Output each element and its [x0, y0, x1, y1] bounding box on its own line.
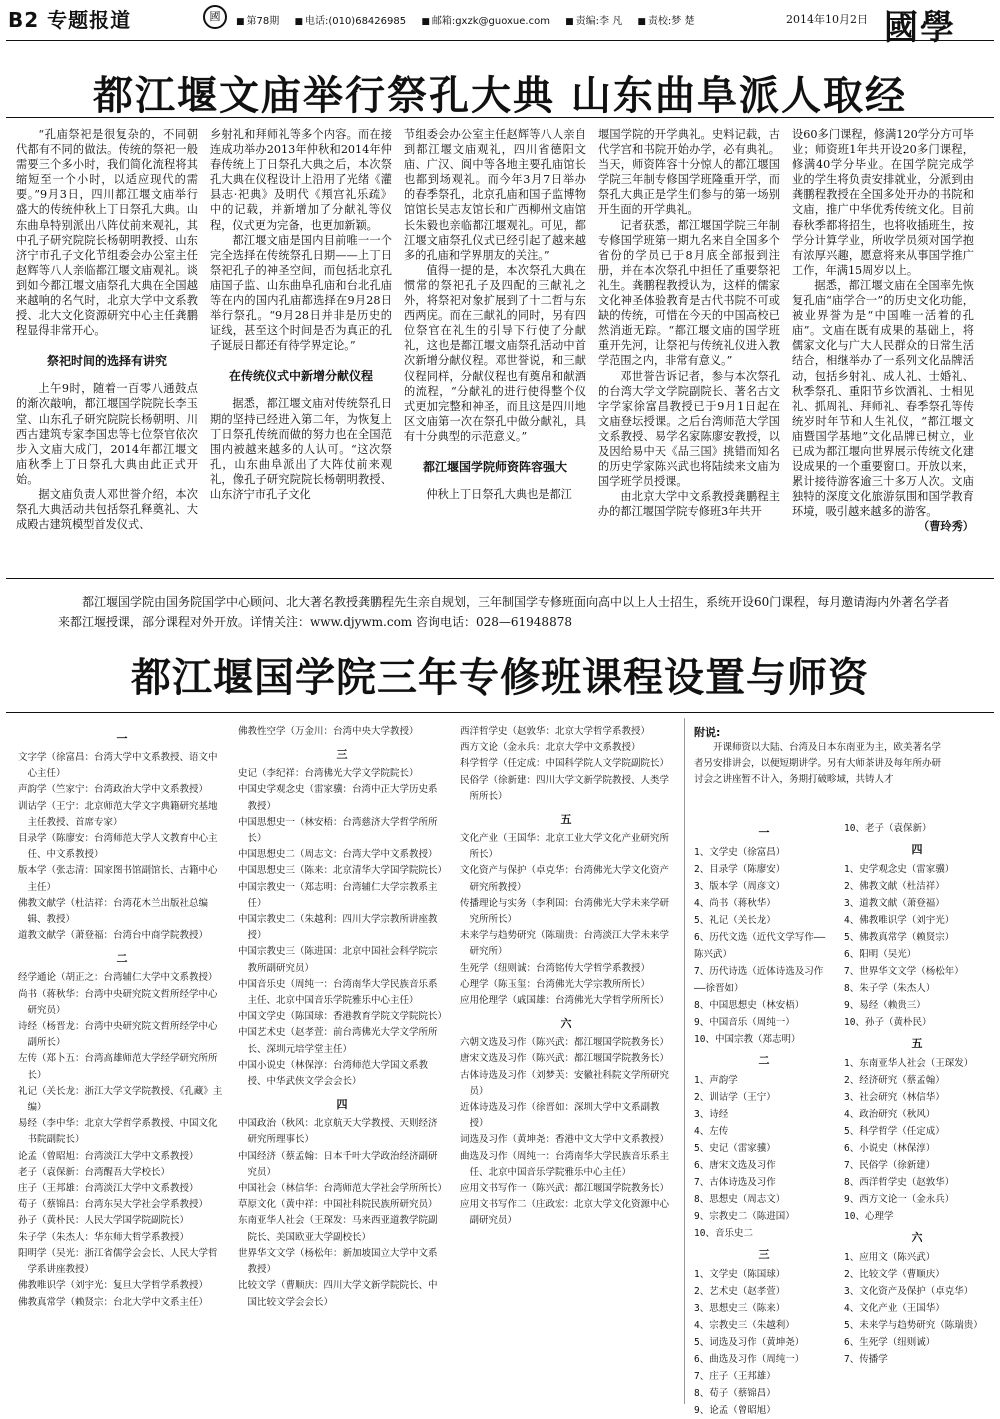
timetable-item: 6、曲选及习作（周纯一） — [694, 1354, 805, 1365]
timetable-item: 7、传播学 — [844, 1354, 888, 1365]
timetable-item: 7、民俗学（徐新建） — [844, 1160, 936, 1171]
timetable-item: 7、庄子（王邦雄） — [694, 1371, 776, 1382]
timetable-item: 8、荀子（蔡锦昌） — [694, 1388, 776, 1399]
article-paragraph: 值得一提的是，本次祭孔大典在惯常的祭祀孔子及四配的三献礼之外，将祭祀对象扩展到了十二哲与东西两庑。而在三献礼的同时，另有四位祭官在礼生的引导下行使了分献礼，这也是都江堰文庙祭孔活动中首次新增分献仪程。邓世誉说，和三献仪程同样，分献仪程也有奠帛和献酒的流程，“分献礼的进行使得整个仪式更加完整和神圣，而且这是四川地区文庙第一次在祭孔中做分献礼，具有十分典型的示范意义。” — [404, 263, 586, 443]
article-paragraph: 据悉，都江堰文庙在全国率先恢复孔庙“庙学合一”的历史文化功能，被业界誉为是“中国唯一活着的孔庙”。文庙在既有成果的基础上，将儒家文化与广大人民群众的日常生活结合，相继举办了一系列文化品牌活动，包括乡射礼、成人礼、士婚礼、秋季祭孔、重阳节乡饮酒礼、士相见礼、抓周礼、拜师礼、春季祭孔等传统岁时年节和人生礼仪，“都江堰文庙暨国学基地”文化品牌已树立，业已成为都江堰向世界展示传统文化建设成果的一个重要窗口。开放以来，累计接待游客逾三十多万人次。文庙独特的深度文化旅游氛围和国学教育环境，吸引越来越多的游客。 — [792, 278, 974, 519]
timetable-item: 9、论孟（曾昭旭） — [694, 1405, 776, 1416]
course-item: 词选及习作（黄坤尧：香港中文大学中文系教授） — [460, 1134, 670, 1146]
article-paragraph: 邓世誉告诉记者，参与本次祭孔的台湾大学文学院副院长、著名古文字学家徐富昌教授已于9月1日起在文庙登坛授课。之后台湾师范大学国文系教授、易学名家陈廖安教授，以及因给易中天《品三国》挑错而知名的历史学家陈兴武也将陆续来文庙为国学班学员授课。 — [598, 369, 780, 489]
course-item: 孙子（黄朴民：人民大学国学院副院长） — [18, 1215, 190, 1227]
timetable-item: 9、宗教史二（陈进国） — [694, 1211, 795, 1222]
timetable-item: 2、训诂学（王宁） — [694, 1092, 776, 1103]
article-column-3 — [404, 127, 586, 502]
course-item: 古体诗选及习作（刘梦芙：安徽社科院文学所研究员） — [460, 1069, 670, 1097]
course-item: 佛教文献学（杜洁祥：台湾花木兰出版社总编辑、教授） — [18, 897, 209, 926]
syllabus-column-2 — [238, 724, 446, 1311]
article-paragraph: 记者获悉，都江堰国学院三年制专修国学班第一期九名来自全国多个省份的学员已于8月底全部报到注册，并在本次祭孔中担任了重要祭祀礼生。龚鹏程教授认为，这样的儒家文化神圣体验教育是古代书院不可或缺的传统，可惜在今天的中国高校已然消逝无踪。“都江堰文庙的国学班重开先河，让祭祀与传统礼仪进入教学范围之内，非常有意义。” — [598, 218, 780, 368]
year-heading: 五 — [911, 1037, 923, 1050]
timetable-item: 10、老子（袁保新） — [844, 823, 932, 834]
timetable-item: 2、目录学（陈廖安） — [694, 864, 786, 875]
course-item: 西方文论（金永兵：北京大学中文系教授） — [460, 742, 641, 754]
course-item: 佛教真常学（赖贤宗：台北大学中文系主任） — [18, 1296, 209, 1308]
course-item: 中国思想史一（林安梧：台湾慈济大学哲学所所长） — [238, 816, 438, 845]
timetable-item: 1、声韵学 — [694, 1075, 738, 1086]
course-item: 西洋哲学史（赵敦华：北京大学哲学系教授） — [460, 726, 651, 737]
timetable-item: 5、未来学与趋势研究（陈瑞贵） — [844, 1320, 983, 1331]
issue-date: 2014年10月2日 — [786, 13, 868, 26]
course-item: 东南亚华人社会（王琛发：马来西亚道教学院副院长、美国欧亚大学副校长） — [238, 1215, 438, 1243]
timetable-item: 5、史记（雷家骥） — [694, 1143, 776, 1154]
timetable-item: 2、艺术史（赵孝萱） — [694, 1286, 786, 1297]
course-item: 科学哲学（任定成：中国科学院人文学院副院长） — [460, 758, 670, 770]
timetable-item: 7、历代诗选（近体诗选及习作——徐晋如） — [694, 966, 824, 994]
group-heading: 一 — [116, 732, 128, 745]
timetable-item: 6、历代文选（近代文学写作——陈兴武） — [694, 932, 826, 960]
timetable-item: 6、唐宋文选及习作 — [694, 1160, 776, 1171]
timetable-item: 5、科学哲学（任定成） — [844, 1126, 945, 1137]
course-item: 中国思想史三（陈来：北京清华大学国学院院长） — [238, 865, 448, 877]
course-item: 易经（李中华：北京大学哲学系教授、中国文化书院副院长） — [18, 1118, 218, 1146]
course-item: 礼记（关长龙：浙江大学文学院教授、《孔藏》主编） — [18, 1085, 223, 1114]
editor-credit: ■ 责编:李 凡 — [565, 16, 622, 27]
year-heading: 六 — [911, 1231, 923, 1244]
appendix-body: 开课师资以大陆、台湾及日本东南亚为主，欧美著名学者另安排讲会，以便短期讲学。另有大师茶讲及每年所办研讨会之讲座暂不计入，务期打破畛域，共铸人才 — [694, 742, 942, 785]
article-paragraph: 由北京大学中文系教授龚鹏程主办的都江堰国学院专修班3年共开 — [598, 490, 780, 519]
headline-rule — [6, 117, 994, 118]
course-item: 应用文书写作一（陈兴武：都江堰国学院教务长） — [460, 1183, 670, 1195]
timetable-item: 2、经济研究（蔡孟翰） — [844, 1075, 945, 1086]
timetable-item: 6、阳明（吴光） — [844, 949, 917, 960]
timetable-item: 10、中国宗教（郑志明） — [694, 1034, 801, 1045]
course-item: 中国史学观念史（雷家骥：台湾中正大学历史系教授） — [238, 784, 438, 812]
timetable-item: 7、世界华文文学（杨松年） — [844, 966, 964, 977]
column-divider — [684, 718, 685, 1404]
course-item: 经学通论（胡正之：台湾辅仁大学中文系教授） — [18, 972, 218, 984]
course-item: 版本学（张志清：国家图书馆副馆长、古籍中心主任） — [18, 865, 218, 893]
syllabus-headline: 都江堰国学院三年专修班课程设置与师资 — [131, 654, 869, 701]
timetable-item: 8、朱子学（朱杰人） — [844, 983, 936, 994]
timetable-left — [694, 820, 834, 1419]
course-item: 中国社会（林信华：台湾师范大学社会学所所长） — [238, 1183, 448, 1195]
course-item: 史记（李纪祥：台湾佛光大学文学院院长） — [238, 768, 419, 780]
course-item: 世界华文文学（杨松年：新加坡国立大学中文系教授） — [238, 1247, 438, 1276]
timetable-item: 4、左传 — [694, 1126, 729, 1137]
group-heading: 六 — [560, 1017, 572, 1031]
course-item: 文化产业（王国华：北京工业大学文化产业研究所所长） — [460, 833, 670, 861]
group-heading: 三 — [336, 748, 348, 762]
article-paragraph: 都江堰文庙是国内目前唯一一个完全选择在传统祭孔日期——上丁日祭祀孔子的神圣空间，而包括北京孔庙国子监、山东曲阜孔庙和台北孔庙等在内的国内孔庙都选择在9月28日举行祭孔。“9月28日并非是历史的证线，甚至这个时间是否为真正的孔子诞辰日都还有待学界定论。” — [210, 233, 392, 353]
syllabus-column-1 — [18, 724, 226, 1311]
email-address: ■ 邮箱:gxzk@guoxue.com — [421, 16, 550, 27]
course-item: 中国经济（蔡孟翰：日本千叶大学政治经济副研究员） — [238, 1150, 438, 1178]
course-item: 文化资产与保护（卓克华：台湾佛光大学文化资产研究所教授） — [460, 865, 670, 893]
timetable-item: 9、易经（赖贵三） — [844, 1000, 926, 1011]
timetable-item: 3、诗经 — [694, 1109, 729, 1120]
timetable-item: 8、思想史（周志文） — [694, 1194, 786, 1205]
course-item: 训诂学（王宁：北京师范大学文字典籍研究基地主任教授、首席专家） — [18, 800, 218, 828]
course-item: 心理学（陈玉玺：台湾佛光大学宗教所所长） — [460, 978, 651, 990]
masthead-info — [236, 12, 706, 27]
course-item: 生死学（纽则诚：台湾铭传大学哲学系教授） — [460, 962, 651, 974]
timetable-item: 5、礼记（关长龙） — [694, 915, 776, 926]
course-item: 民俗学（徐新建：四川大学文新学院教授、人类学所所长） — [460, 774, 670, 802]
course-item: 中国政治（秋风：北京航天大学教授、天则经济研究所理事长） — [238, 1118, 438, 1146]
timetable-item: 3、道教文献（萧登福） — [844, 898, 945, 909]
masthead — [0, 0, 1000, 48]
course-item: 左传（郑卜五：台湾高雄师范大学经学研究所所长） — [18, 1053, 218, 1081]
syllabus-rule — [6, 712, 994, 713]
timetable-item: 8、中国思想史（林安梧） — [694, 1000, 805, 1011]
timetable-item: 1、应用文（陈兴武） — [844, 1252, 936, 1263]
course-item: 文字学（徐富昌：台湾大学中文系教授、语文中心主任） — [18, 752, 218, 780]
timetable-item: 4、宗教史三（朱越利） — [694, 1320, 795, 1331]
timetable-item: 6、生死学（纽则诚） — [844, 1337, 936, 1348]
article-paragraph: 堰国学院的开学典礼。史料记载，古代学宫和书院开始办学，必有典礼。当天，师资阵容十分惊人的都江堰国学院三年制专修国学班隆重开学，而祭孔大典正是学生们参与的第一场别开生面的开学典礼。 — [598, 128, 780, 217]
timetable-item: 4、尚书（蒋秋华） — [694, 898, 776, 909]
course-item: 未来学与趋势研究（陈瑞贵：台湾淡江大学未来学研究所） — [460, 930, 670, 958]
timetable-item: 1、文学史（陈国球） — [694, 1269, 786, 1280]
course-item: 声韵学（竺家宁：台湾政治大学中文系教授） — [18, 784, 209, 796]
syllabus-column-3 — [460, 724, 672, 1230]
timetable-right — [844, 820, 990, 1368]
course-item: 老子（袁保新：台湾醒吾大学校长） — [18, 1166, 171, 1178]
course-item: 中国音乐史（周纯一：台湾南华大学民族音乐系主任、北京中国音乐学院雅乐中心主任） — [238, 978, 438, 1007]
timetable-item: 2、比较文学（曹顺庆） — [844, 1269, 945, 1280]
course-item: 中国思想史二（周志文：台湾大学中文系教授） — [238, 849, 438, 861]
article-paragraph: 设60多门课程，修满120学分方可毕业；师资班1年共开设20多门课程，修满40学分毕业。在国学院完成学业的学生将负责安排就业，分派到由龚鹏程教授在全国多处开办的书院和文庙，推广中华优秀传统文化。目前春秋季都将招生，也将收插班生，按学分计算学业，所收学员须对国学抱有浓厚兴趣，愿意将来从事国学推广工作，年满15周岁以上。 — [792, 128, 974, 277]
course-item: 尚书（蒋秋华：台湾中央研究院文哲所经学中心研究员） — [18, 988, 218, 1016]
timetable-item: 8、西洋哲学史（赵敦华） — [844, 1177, 955, 1188]
year-heading: 二 — [758, 1054, 770, 1067]
timetable-item: 4、佛教唯识学（刘宇光） — [844, 915, 955, 926]
course-item: 中国文学史（陈国球：香港教育学院文学院院长） — [238, 1011, 448, 1023]
timetable-item: 5、佛教真常学（赖贤宗） — [844, 932, 955, 943]
article-column-5 — [792, 127, 974, 535]
timetable-item: 10、心理学 — [844, 1211, 894, 1222]
course-item: 佛教唯识学（刘宇光：复旦大学哲学系教授） — [18, 1280, 209, 1292]
masthead-rule — [6, 40, 994, 41]
section-rule — [6, 578, 994, 579]
timetable-item: 1、东南亚华人社会（王琛发） — [844, 1058, 974, 1069]
timetable-item: 10、孙子（黄朴民） — [844, 1017, 932, 1028]
issue-number: ■ 第78期 — [236, 16, 279, 27]
timetable-item: 3、文化资产及保护（卓克华） — [844, 1286, 974, 1297]
course-item: 荀子（蔡锦昌：台湾东吴大学社会学系教授） — [18, 1199, 209, 1211]
course-item: 六朝文选及习作（陈兴武：都江堰国学院教务长） — [460, 1037, 670, 1049]
course-item: 朱子学（朱杰人：华东师大哲学系教授） — [18, 1231, 190, 1243]
newspaper-logo: 國學 — [884, 8, 956, 48]
timetable-item: 5、词选及习作（黄坤尧） — [694, 1337, 805, 1348]
article-paragraph: 仲秋上丁日祭孔大典也是都江 — [426, 487, 572, 501]
course-item: 比较文学（曹顺庆：四川大学文新学院院长、中国比较文学会会长） — [238, 1280, 438, 1308]
timetable-item: 7、古体诗选及习作 — [694, 1177, 776, 1188]
article-paragraph: 上午9时，随着一百零八通鼓点的渐次敲响，都江堰国学院院长李玉堂、山东孔子研究院院长杨朝明、川西古建筑专家李国忠等七位祭官依次步入文庙大成门，2014年都江堰文庙秋季上丁日祭孔大典由此正式开始。 — [16, 382, 198, 486]
article-paragraph: 乡射礼和拜师礼等多个内容。而在接连成功举办2013年仲秋和2014年仲春传统上丁日祭孔大典之后，本次祭孔大典在仪程设计上沿用了光绪《灌县志·祀典》及明代《頖宫礼乐疏》中的记载，并新增加了分献礼等仪程，仪式更为完备，也更加新颖。 — [210, 128, 392, 232]
article-column-1 — [16, 127, 198, 532]
appendix-title: 附说: — [694, 726, 721, 739]
article-author: （曹玲秀） — [918, 519, 974, 534]
course-item: 草原文化（黄中祥：中国社科院民族所研究员） — [238, 1199, 438, 1211]
proofreader-credit: ■ 责校:梦 楚 — [637, 16, 694, 27]
timetable-item: 4、政治研究（秋风） — [844, 1109, 936, 1120]
enrollment-notice: 都江堰国学院由国务院国学中心顾问、北大著名教授龚鹏程先生亲自规划，三年制国学专修班面向高中以上人士招生，系统开设60门课程，每月邀请海内外著名学者来都江堰授课，部分课程对外开放。详情关注：www.djywm.com 咨询电话：028—61948878 — [58, 595, 950, 629]
phone-number: ■ 电话:(010)68426985 — [294, 16, 406, 27]
course-item: 曲选及习作（周纯一：台湾南华大学民族音乐系主任、北京中国音乐学院雅乐中心主任） — [460, 1150, 670, 1178]
year-heading: 一 — [758, 826, 770, 839]
course-item: 唐宋文选及习作（陈兴武：都江堰国学院教务长） — [460, 1053, 670, 1065]
course-item: 庄子（王邦雄：台湾淡江大学中文系教授） — [18, 1183, 199, 1195]
course-item: 中国小说史（林保淳：台湾师范大学国文系教授、中华武侠文学会会长） — [238, 1059, 429, 1088]
appendix-box — [694, 724, 946, 788]
timetable-item: 4、文化产业（王国华） — [844, 1303, 945, 1314]
course-item: 中国艺术史（赵孝萱：前台湾佛光大学文学所所长、深圳元培学堂主任） — [238, 1027, 438, 1055]
timetable-item: 10、音乐史二 — [694, 1228, 753, 1239]
article-subheading: 祭祀时间的选择有讲究 — [46, 354, 167, 369]
timetable-item: 3、版本学（周彦文） — [694, 881, 786, 892]
timetable-item: 3、思想史三（陈来） — [694, 1303, 786, 1314]
newspaper-seal-icon: 國 — [203, 5, 227, 29]
article-paragraph: 据悉，都江堰文庙对传统祭孔日期的坚持已经进入第二年，为恢复上丁日祭孔传统而做的努力也在全国范围内被越来越多的人认可。“这次祭孔，山东曲阜派出了大阵仗前来观礼，像孔子研究院院长杨朝明教授、山东济宁市孔子文化 — [210, 397, 392, 501]
course-item: 中国宗教史二（朱越利：四川大学宗教所讲座教授） — [238, 914, 438, 942]
timetable-item: 9、中国音乐（周纯一） — [694, 1017, 795, 1028]
group-heading: 四 — [336, 1098, 348, 1112]
article-column-2 — [210, 127, 392, 502]
course-item: 中国宗教史一（郑志明：台湾辅仁大学宗教系主任） — [238, 881, 438, 909]
timetable-item: 1、文学史（徐富昌） — [694, 847, 786, 858]
year-heading: 三 — [758, 1248, 770, 1261]
timetable-item: 6、小说史（林保淳） — [844, 1143, 936, 1154]
course-item: 中国宗教史三（陈进国：北京中国社会科学院宗教所副研究员） — [238, 946, 438, 974]
article-subheading: 都江堰国学院师资阵容强大 — [422, 459, 567, 474]
course-item: 传播理论与实务（李利国：台湾佛光大学未来学研究所所长） — [460, 897, 670, 926]
course-item: 目录学（陈廖安：台湾师范大学人文教育中心主任、中文系教授） — [18, 833, 218, 861]
article-paragraph: 节组委会办公室主任赵辉等八人亲自到都江堰文庙观礼，四川省德阳文庙、广汉、阆中等各地主要孔庙馆长也都到场观礼。而今年3月7日举办的春季祭孔，北京孔庙和国子监博物馆馆长吴志友馆长和广西柳州文庙馆长朱毅也亲临都江堰观礼。可见，都江堰文庙祭孔仪式已经引起了越来越多的孔庙和学界朋友的关注。” — [404, 128, 586, 262]
article-subheading: 在传统仪式中新增分献仪程 — [228, 369, 373, 384]
article-column-4 — [598, 127, 780, 519]
timetable-item: 3、社会研究（林信华） — [844, 1092, 945, 1103]
course-item: 佛教性空学（万金川：台湾中央大学教授） — [238, 726, 419, 737]
page-section-label: B2 专题报道 — [8, 8, 132, 32]
timetable-item: 9、西方文论一（金永兵） — [844, 1194, 955, 1205]
article-headline: 都江堰文庙举行祭孔大典 山东曲阜派人取经 — [93, 73, 907, 119]
article-paragraph: 据文庙负责人邓世誉介绍，本次祭孔大典活动共包括祭孔释奠礼、大成殿古建筑模型首发仪式、 — [16, 487, 198, 532]
course-item: 道教文献学（萧登福：台湾台中商学院教授） — [18, 930, 209, 942]
course-item: 诗经（杨晋龙：台湾中央研究院文哲所经学中心副所长） — [18, 1021, 218, 1049]
article-paragraph: “孔庙祭祀是很复杂的，不同朝代都有不同的做法。传统的祭祀一般需要三个多小时，我们简化流程将其缩短至一个小时，以适应现代的需要。”9月3日，四川都江堰文庙举行盛大的传统仲秋上丁日祭孔大典。山东曲阜特别派出八阵仗前来观礼，其中孔子研究院院长杨朝明教授、山东济宁市孔子文化节组委会办公室主任赵辉等八人亲临都江堰文庙观礼。谈到如今都江堰文庙祭孔大典在全国越来越响的名气时，北京大学中文系教授、北大文化资源研究中心主任龚鹏程显得非常开心。 — [16, 128, 198, 338]
course-item: 阳明学（吴光：浙江省儒学会会长、人民大学哲学系讲座教授） — [18, 1247, 218, 1276]
timetable-item: 1、史学观念史（雷家骥） — [844, 864, 955, 875]
group-heading: 五 — [560, 813, 572, 827]
timetable-item: 2、佛教文献（杜洁祥） — [844, 881, 945, 892]
year-heading: 四 — [911, 843, 923, 856]
course-item: 应用伦理学（戚国雄：台湾佛光大学哲学所所长） — [460, 995, 670, 1007]
course-item: 论孟（曾昭旭：台湾淡江大学中文系教授） — [18, 1150, 199, 1162]
course-item: 近体诗选及习作（徐晋如：深圳大学中文系副教授） — [460, 1102, 660, 1130]
group-heading: 二 — [116, 952, 128, 966]
course-item: 应用文书写作二（庄政宏：北京大学文化资源中心副研究员） — [460, 1199, 670, 1227]
